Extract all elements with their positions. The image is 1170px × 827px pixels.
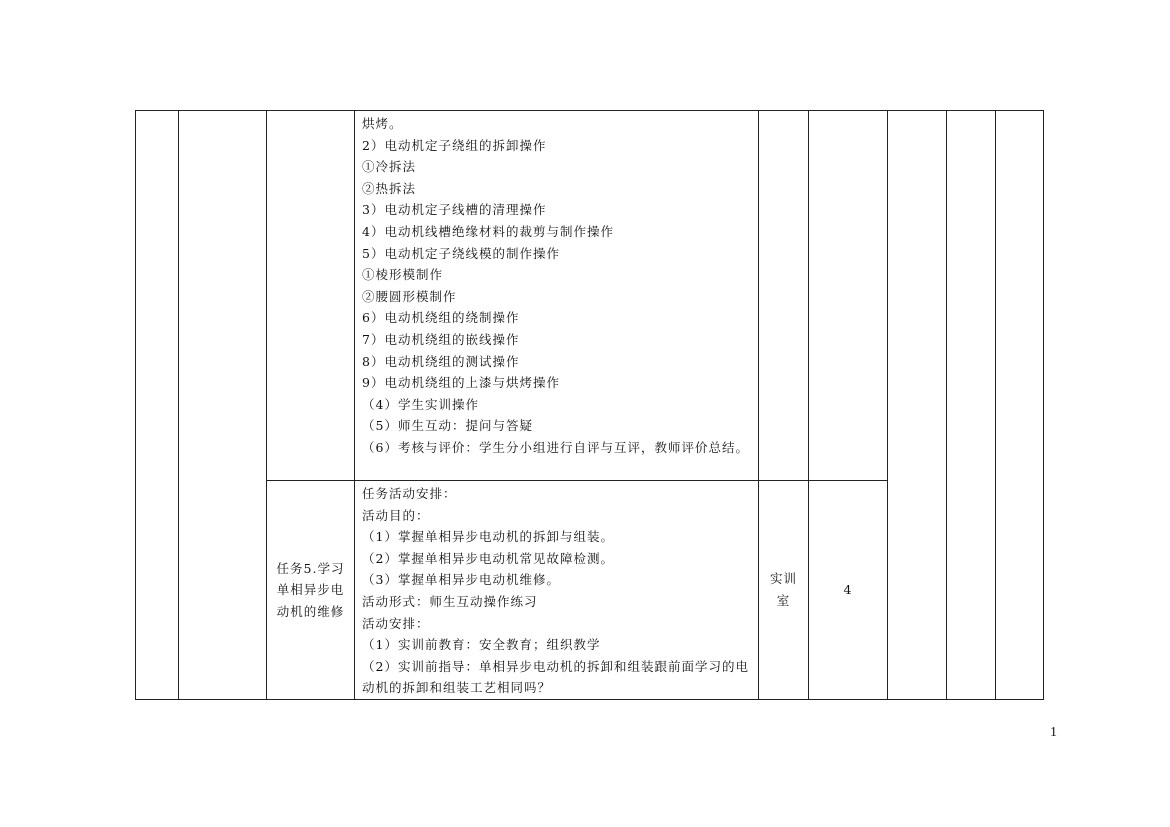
content-line: （2）实训前指导：单相异步电动机的拆卸和组装跟前面学习的电动机的拆卸和组装工艺相同吗？ bbox=[362, 658, 749, 696]
content-line: 6）电动机绕组的绕制操作 bbox=[362, 310, 520, 326]
content-line: 2）电动机定子绕组的拆卸操作 bbox=[362, 137, 547, 153]
content-line: ①冷拆法 bbox=[362, 159, 417, 175]
content-line: （1）掌握单相异步电动机的拆卸与组装。 bbox=[362, 529, 614, 545]
content-line: （6）考核与评价：学生分小组进行自评与互评，教师评价总结。 bbox=[362, 439, 749, 455]
content-line: 5）电动机定子绕线模的制作操作 bbox=[362, 245, 560, 261]
content-line: 任务活动安排： bbox=[362, 486, 457, 501]
content-line: 7）电动机绕组的嵌线操作 bbox=[362, 331, 520, 347]
empty-cell bbox=[947, 111, 996, 700]
venue-label-line2: 室 bbox=[776, 592, 791, 608]
content-line: ②热拆法 bbox=[362, 180, 417, 196]
task-title-cell bbox=[267, 481, 355, 700]
content-line: （3）掌握单相异步电动机维修。 bbox=[362, 572, 560, 588]
empty-cell bbox=[267, 111, 355, 481]
content-line: 8）电动机绕组的测试操作 bbox=[362, 353, 520, 369]
content-line: （1）实训前教育：安全教育；组织教学 bbox=[362, 637, 601, 653]
empty-cell bbox=[136, 111, 179, 700]
content-line: 9）电动机绕组的上漆与烘烤操作 bbox=[362, 375, 560, 391]
content-line: 3）电动机定子线槽的清理操作 bbox=[362, 202, 547, 218]
content-line: （2）掌握单相异步电动机常见故障检测。 bbox=[362, 550, 614, 566]
table-row bbox=[136, 111, 1044, 481]
venue-label-line1: 实训 bbox=[769, 571, 797, 587]
content-line: ①棱形模制作 bbox=[362, 267, 444, 283]
content-line: 活动安排： bbox=[362, 615, 430, 631]
content-cell-row1 bbox=[355, 111, 759, 481]
empty-cell bbox=[809, 111, 888, 481]
empty-cell bbox=[888, 111, 947, 700]
content-line: 活动目的： bbox=[362, 507, 430, 523]
content-line: ②腰圆形模制作 bbox=[362, 288, 457, 304]
hours-value: 4 bbox=[843, 582, 853, 598]
task-title: 任务5.学习单相异步电动机的维修 bbox=[276, 560, 345, 619]
empty-cell bbox=[179, 111, 267, 700]
page-number: 1 bbox=[1050, 725, 1057, 740]
empty-cell bbox=[996, 111, 1044, 700]
hours-cell bbox=[809, 481, 888, 700]
curriculum-table bbox=[135, 110, 1044, 700]
content-line: （5）师生互动：提问与答疑 bbox=[362, 418, 533, 434]
content-cell-row2 bbox=[355, 481, 759, 700]
content-line: 4）电动机线槽绝缘材料的裁剪与制作操作 bbox=[362, 223, 614, 239]
content-line: （4）学生实训操作 bbox=[362, 396, 479, 412]
content-line: 活动形式：师生互动操作练习 bbox=[362, 593, 538, 609]
empty-cell bbox=[759, 111, 809, 481]
venue-cell bbox=[759, 481, 809, 700]
content-line: 烘烤。 bbox=[362, 116, 403, 131]
